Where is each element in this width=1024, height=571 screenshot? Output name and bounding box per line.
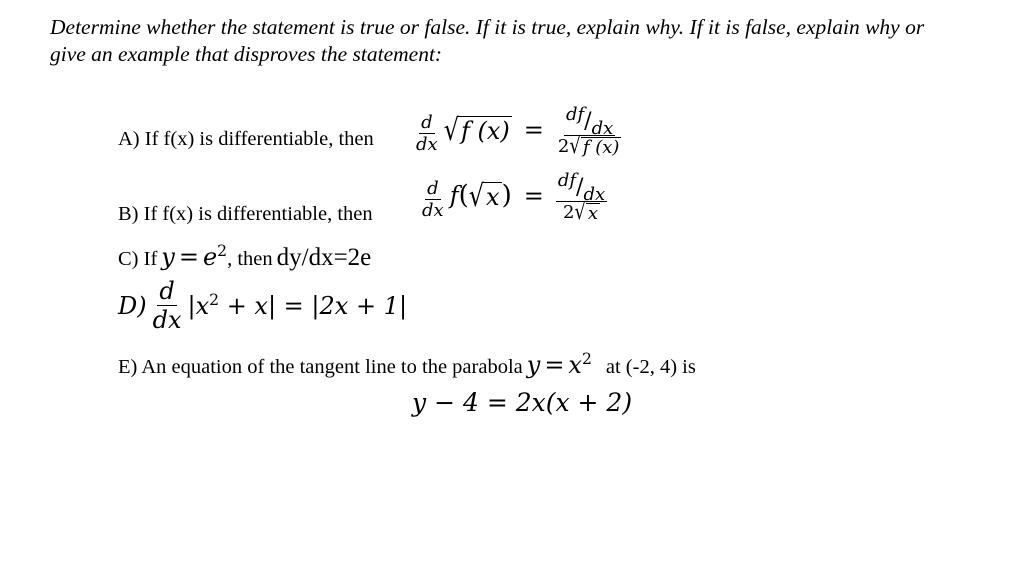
item-b-derivative-operator: $\frac{d}{dx}$ (422, 177, 444, 222)
item-b-label: B) If f(x) is differentiable, then (118, 203, 373, 225)
item-b-rhs-fraction: df/dx 2 √ x (557, 170, 606, 226)
item-a-rhs-fraction: df/dx 2 √ f (x) (557, 104, 620, 160)
item-a-derivative-operator: $\frac{d}{dx}$ (416, 111, 438, 156)
item-e-line-equation: y − 4 = 2x(x + 2) (412, 388, 633, 417)
item-a-sqrt: √ f (x) (443, 112, 510, 148)
item-d: D) $\frac{d}{dx}$ $|x^2 + x| = |2x + 1|$ (118, 277, 408, 335)
item-b-formula: $\frac{d}{dx}$ f( √ x ) = df/dx 2 √ x (422, 170, 606, 226)
item-a-label: A) If f(x) is differentiable, then (118, 128, 374, 150)
item-e: E) An equation of the tangent line to the parabola $y = x^2$ at (-2, 4) is (118, 350, 696, 379)
item-a-formula: $\frac{d}{dx}$ √ f (x) = df/dx 2 √ f (x) (414, 110, 623, 158)
item-c: C) If $y = e^2$, then dy/dx=2e (118, 242, 372, 271)
item-d-derivative-operator: $\frac{d}{dx}$ (152, 277, 182, 335)
instruction-text: Determine whether the statement is true or false. If it is true, explain why. If it is false, explain why or give an example that disproves the statement: (50, 15, 925, 66)
